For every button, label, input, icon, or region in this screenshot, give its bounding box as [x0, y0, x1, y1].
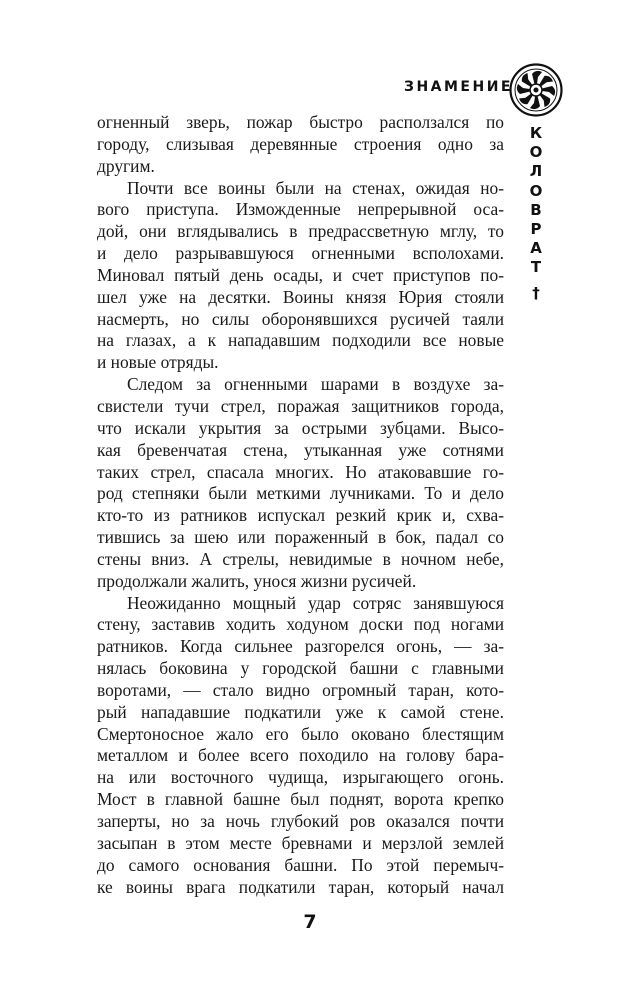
text-line: до самого основания башни. По этой перемыч- — [97, 854, 504, 875]
text-line: ратников. Когда сильнее разгорелся огонь, — за- — [97, 636, 504, 657]
page-number: 7 — [303, 911, 317, 933]
text-line: рый нападавшие подкатили уже к самой стене. — [97, 701, 504, 722]
text-line: Почти все воины были на стенах, ожидая но- — [127, 177, 504, 198]
text-line: продолжали жалить, унося жизни русичей. — [97, 570, 417, 591]
body-text — [97, 112, 504, 898]
text-line: другим. — [97, 155, 155, 176]
text-line: кто-то из ратников испускал резкий крик и, схва- — [97, 505, 504, 526]
vertical-title-letter: В — [530, 200, 542, 219]
text-line: нялась боковина у городской башни с главными — [97, 658, 504, 679]
vertical-title-letter: О — [529, 181, 543, 200]
text-line: стены вниз. А стрелы, невидимые в ночном небе, — [97, 548, 504, 569]
vertical-title-letter: Р — [530, 219, 542, 238]
text-line: на или восточного чудища, изрыгающего огонь. — [97, 767, 504, 788]
text-line: стену, заставив ходить ходуном доски под ногами — [97, 614, 504, 635]
text-line: шел уже на десятки. Воины князя Юрия стояли — [97, 286, 504, 307]
text-line: насмерть, но силы оборонявшихся русичей таяли — [97, 308, 504, 329]
text-line: засыпан в этом месте бревнами и мерзлой землей — [97, 832, 504, 853]
running-title: ЗНАМЕНИЕ — [404, 79, 513, 95]
text-line: огненный зверь, пожар быстро расползался по — [97, 112, 504, 132]
cross-ornament: † — [532, 283, 540, 302]
vertical-title-letter: К — [529, 124, 543, 142]
text-line: Следом за огненными шарами в воздухе за- — [127, 374, 504, 395]
kolovrat-icon — [508, 62, 564, 118]
text-line: тившись за шею или пораженный в бок, падал со — [97, 527, 504, 548]
vertical-title-letter: А — [530, 239, 542, 258]
text-line: Смертоносное жало его было оковано блестящим — [97, 723, 504, 744]
text-line: ке воины врага подкатили таран, который начал — [97, 876, 504, 897]
text-line: что искали укрытия за острыми зубцами. Высо- — [97, 417, 504, 438]
text-line: и дело разрывавшуюся огненными всполохами. — [97, 243, 504, 264]
text-line: Неожиданно мощный удар сотряс занявшуюся — [127, 592, 504, 613]
text-line: и новые отряды. — [97, 352, 219, 373]
text-line: городу, слизывая деревянные строения одно за — [97, 133, 504, 154]
text-line: дой, они вглядывались в предрассветную мглу, то — [97, 221, 504, 242]
text-line: металлом и более всего походило на голову бара- — [97, 745, 504, 766]
text-line: воротами, — стало видно огромный таран, кото- — [97, 679, 504, 700]
text-line: свистели тучи стрел, поражая защитников города, — [97, 395, 504, 416]
vertical-title-letter: Т — [530, 258, 542, 277]
text-line: род степняки были меткими лучниками. То и дело — [97, 483, 504, 504]
vertical-title — [527, 124, 545, 303]
text-line: таких стрел, спасала многих. Но атаковавшие го- — [97, 461, 504, 482]
vertical-title-letter: Л — [529, 162, 543, 181]
text-line: вого приступа. Изможденные непрерывной оса- — [97, 199, 504, 220]
text-line: заперты, но за ночь глубокий ров оказался почти — [97, 811, 504, 831]
text-line: кая бревенчатая стена, утыканная уже сотнями — [97, 439, 504, 460]
vertical-title-letter: О — [529, 143, 543, 162]
text-line: на глазах, а к нападавшим подходили все новые — [97, 330, 504, 351]
text-line: Мост в главной башне был поднят, ворота крепко — [97, 789, 504, 810]
text-line: Миновал пятый день осады, и счет приступов по- — [97, 264, 504, 285]
